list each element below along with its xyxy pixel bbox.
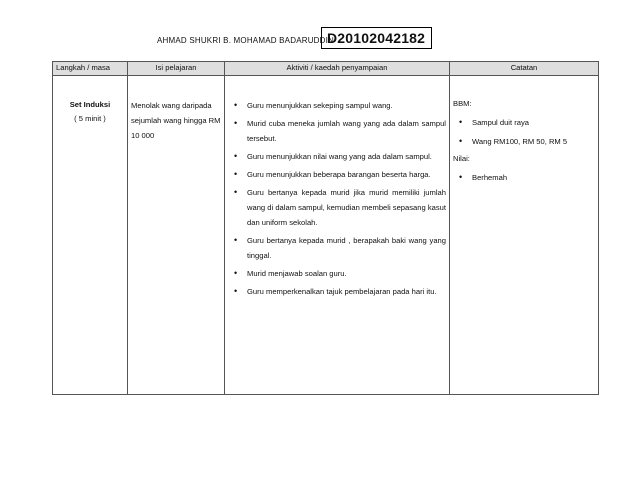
notes-cell (450, 76, 599, 395)
table-header-row (53, 62, 599, 76)
activity-list (228, 98, 446, 299)
activity-cell (225, 76, 450, 395)
nilai-label: Nilai: (453, 154, 470, 163)
page-header (0, 0, 638, 50)
list-item: • Wang RM100, RM 50, RM 5 (453, 134, 595, 149)
list-item: • Berhemah (453, 170, 595, 185)
student-id-box: D20102042182 (321, 27, 432, 49)
lesson-plan-table (52, 61, 599, 395)
author-name: AHMAD SHUKRI B. MOHAMAD BADARUDDIN (157, 36, 335, 45)
header-catatan: Catatan (450, 62, 599, 76)
list-item: • Guru bertanya kepada murid jika murid memiliki jumlah wang di dalam sampul, kemudian membeli sepasang kasut dan uniform sekolah. (228, 185, 446, 230)
list-item: • Murid cuba meneka jumlah wang yang ada dalam sampul tersebut. (228, 116, 446, 146)
header-langkah: Langkah / masa (53, 62, 128, 76)
bbm-list (453, 115, 595, 149)
list-item: • Guru bertanya kepada murid , berapakah baki wang yang tinggal. (228, 233, 446, 263)
step-time: ( 5 minit ) (74, 114, 106, 123)
list-item: • Guru menunjukkan sekeping sampul wang. (228, 98, 446, 113)
list-item: • Guru menunjukkan nilai wang yang ada dalam sampul. (228, 149, 446, 164)
list-item: • Murid menjawab soalan guru. (228, 266, 446, 281)
bbm-label: BBM: (453, 99, 472, 108)
content-cell: Menolak wang daripada sejumlah wang hingga RM 10 000 (128, 76, 225, 395)
step-title: Set Induksi (69, 100, 111, 109)
list-item: • Guru memperkenalkan tajuk pembelajaran pada hari itu. (228, 284, 446, 299)
nilai-list (453, 170, 595, 185)
list-item: • Guru menunjukkan beberapa barangan beserta harga. (228, 167, 446, 182)
header-aktiviti: Aktiviti / kaedah penyampaian (225, 62, 450, 76)
list-item: • Sampul duit raya (453, 115, 595, 130)
header-isi: Isi pelajaran (128, 62, 225, 76)
step-cell (53, 76, 128, 395)
table-row (53, 76, 599, 395)
